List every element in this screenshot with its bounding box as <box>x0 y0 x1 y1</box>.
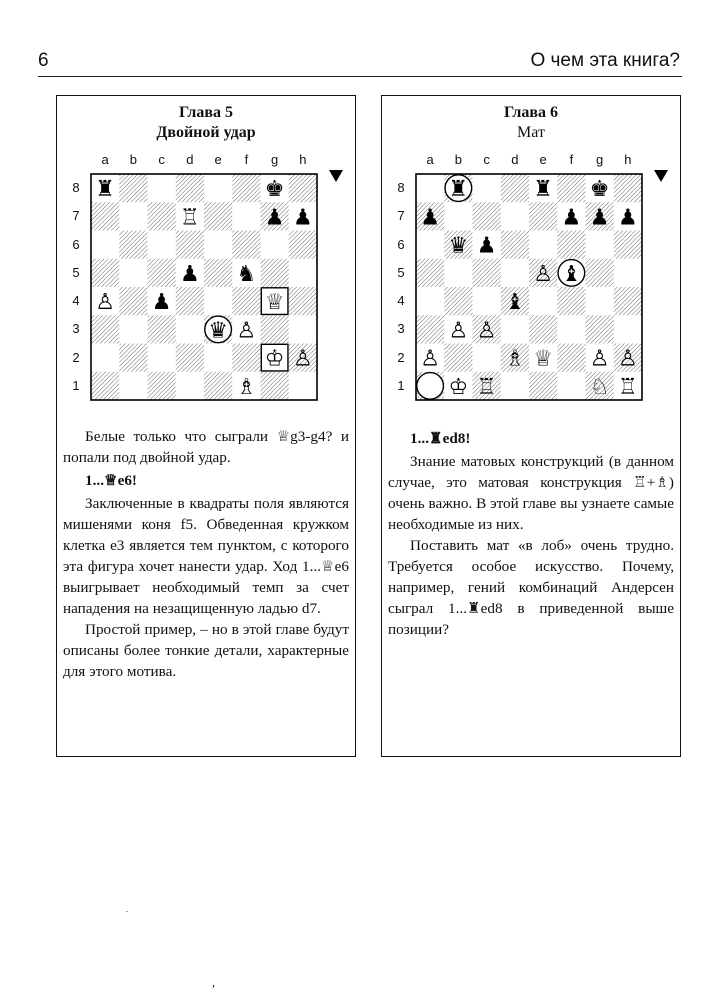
dark-square <box>204 259 232 287</box>
rank-label: 3 <box>72 321 80 337</box>
black-piece-f5: ♞ <box>236 261 257 287</box>
scan-speck: , <box>212 975 215 989</box>
white-piece-b1: ♔ <box>448 374 469 400</box>
dark-square <box>119 174 147 202</box>
rank-label: 2 <box>72 349 80 365</box>
move-notation: 1...♜ed8! <box>410 430 471 447</box>
dark-square <box>529 202 557 230</box>
paragraph: Поставить мат «в лоб» очень трудно. Требуется особое искусство. Почему, например, гений комбинаций Андерсен сыграл 1...♜ed8 в приведенной выше позиции? <box>388 537 674 638</box>
file-label: g <box>596 152 604 167</box>
rank-labels <box>392 174 410 400</box>
dark-square <box>176 174 204 202</box>
white-piece-g4: ♕ <box>264 290 285 316</box>
file-label: d <box>186 152 194 167</box>
dark-square <box>261 259 289 287</box>
chapter-title: Глава 5 <box>179 104 233 121</box>
dark-square <box>416 259 444 287</box>
file-labels <box>91 152 317 170</box>
file-label: a <box>101 152 109 167</box>
dark-square <box>557 231 585 259</box>
dark-square <box>148 259 176 287</box>
paragraph: Заключенные в квадраты поля являются мишенями коня f5. Обведенная кружком клетка e3 является тем пунктом, с которого эта фигура хочет нанести удар. Ход 1...♕e6 выигрывает необходимый темп за счет нападения на незащищенную ладью d7. <box>63 495 349 617</box>
rank-label: 1 <box>397 377 405 393</box>
chapter-6-panel <box>381 95 681 757</box>
dark-square <box>91 202 119 230</box>
paragraph: Знание матовых конструкций (в данном случае, это матовая конструкция ♖+♗) очень важно. В этой главе вы узнаете самые необходимые из них. <box>388 453 674 533</box>
white-piece-g1: ♘ <box>589 374 610 400</box>
rank-label: 7 <box>397 208 405 224</box>
rank-label: 6 <box>397 236 405 252</box>
file-label: e <box>214 152 222 167</box>
rank-label: 4 <box>397 293 405 308</box>
dark-square <box>473 202 501 230</box>
dark-square <box>289 174 317 202</box>
file-label: h <box>624 152 632 167</box>
dark-square <box>529 372 557 400</box>
black-piece-g7: ♟ <box>589 205 610 231</box>
black-piece-a8: ♜ <box>95 177 115 203</box>
white-piece-h2: ♙ <box>293 346 313 372</box>
paragraph: Простой пример, – но в этой главе будут описаны более тонкие детали, характерные для этого мотива. <box>63 621 349 680</box>
file-label: c <box>158 152 165 167</box>
file-label: g <box>271 152 279 167</box>
rank-labels <box>67 174 85 400</box>
chapter-title: Глава 6 <box>504 104 558 121</box>
white-piece-h2: ♙ <box>618 346 638 372</box>
dark-square <box>148 372 176 400</box>
dark-square <box>557 174 585 202</box>
white-piece-d7: ♖ <box>180 205 200 231</box>
dark-square <box>176 287 204 315</box>
chapter-subtitle: Двойной удар <box>156 124 256 141</box>
scan-speck: . <box>126 905 128 914</box>
rank-label: 4 <box>72 293 80 308</box>
file-label: f <box>569 152 574 167</box>
file-label: h <box>299 152 307 167</box>
file-label: b <box>454 152 462 167</box>
dark-square <box>501 174 529 202</box>
chapter-subtitle: Мат <box>517 124 545 141</box>
black-piece-h7: ♟ <box>293 205 313 231</box>
white-piece-g2: ♔ <box>264 346 285 372</box>
running-title: О чем эта книга? <box>530 50 680 71</box>
black-piece-b6: ♛ <box>448 233 469 259</box>
white-piece-e2: ♕ <box>533 346 553 372</box>
dark-square <box>444 287 472 315</box>
chessboard <box>415 173 643 401</box>
white-piece-f1: ♗ <box>236 374 257 400</box>
black-piece-g8: ♚ <box>264 177 285 203</box>
dark-square <box>501 231 529 259</box>
black-piece-h7: ♟ <box>618 205 638 231</box>
rank-label: 3 <box>397 321 405 337</box>
black-piece-e3: ♛ <box>208 318 228 344</box>
move-notation: 1...♕e6! <box>85 472 137 489</box>
rank-label: 7 <box>72 208 80 224</box>
black-piece-g7: ♟ <box>264 205 285 231</box>
dark-square <box>232 174 260 202</box>
header-rule <box>38 76 682 77</box>
rank-label: 2 <box>397 349 405 365</box>
white-piece-d2: ♗ <box>505 346 525 372</box>
rank-label: 1 <box>72 377 80 393</box>
dark-square <box>119 287 147 315</box>
black-piece-d4: ♝ <box>505 290 525 316</box>
white-piece-c1: ♖ <box>476 374 497 400</box>
white-piece-f3: ♙ <box>236 318 257 344</box>
dark-square <box>204 202 232 230</box>
file-label: f <box>244 152 249 167</box>
dark-square <box>586 315 614 343</box>
chapter-text <box>63 426 349 682</box>
dark-square <box>176 344 204 372</box>
rank-label: 5 <box>397 264 405 280</box>
page-number: 6 <box>38 50 49 71</box>
dark-square <box>416 315 444 343</box>
dark-square <box>261 315 289 343</box>
white-piece-c3: ♙ <box>476 318 497 344</box>
white-piece-e5: ♙ <box>533 261 553 287</box>
dark-square <box>289 231 317 259</box>
rank-label: 6 <box>72 236 80 252</box>
rank-label: 8 <box>72 180 80 195</box>
chapter-5-panel <box>56 95 356 757</box>
file-label: b <box>129 152 137 167</box>
dark-square <box>614 231 642 259</box>
white-piece-b3: ♙ <box>448 318 469 344</box>
rank-label: 5 <box>72 264 80 280</box>
file-label: a <box>426 152 434 167</box>
dark-square <box>289 287 317 315</box>
black-piece-g8: ♚ <box>589 177 610 203</box>
black-to-move-indicator <box>654 170 668 182</box>
dark-square <box>444 344 472 372</box>
rank-label: 8 <box>397 180 405 195</box>
black-piece-e8: ♜ <box>533 177 553 203</box>
dark-square <box>529 315 557 343</box>
dark-square <box>614 174 642 202</box>
chessboard <box>90 173 318 401</box>
file-label: d <box>511 152 519 167</box>
dark-square <box>204 372 232 400</box>
dark-square <box>232 287 260 315</box>
dark-square <box>148 202 176 230</box>
file-labels <box>416 152 642 170</box>
black-to-move-indicator <box>329 170 343 182</box>
black-piece-a7: ♟ <box>420 205 440 231</box>
white-piece-a4: ♙ <box>95 290 115 316</box>
white-piece-g2: ♙ <box>589 346 610 372</box>
dark-square <box>586 259 614 287</box>
dark-square <box>557 344 585 372</box>
black-piece-d5: ♟ <box>180 261 200 287</box>
black-piece-c4: ♟ <box>151 290 172 316</box>
dark-square <box>91 315 119 343</box>
chapter-text <box>388 426 674 640</box>
paragraph: Белые только что сыграли ♕g3-g4? и попали под двойной удар. <box>63 428 349 466</box>
dark-square <box>261 372 289 400</box>
dark-square <box>232 344 260 372</box>
dark-square <box>557 287 585 315</box>
highlight-circle <box>417 373 444 400</box>
dark-square <box>232 231 260 259</box>
dark-square <box>91 259 119 287</box>
black-piece-f5: ♝ <box>561 261 582 287</box>
dark-square <box>614 287 642 315</box>
dark-square <box>91 372 119 400</box>
dark-square <box>176 231 204 259</box>
dark-square <box>473 259 501 287</box>
black-piece-c6: ♟ <box>476 233 497 259</box>
dark-square <box>148 315 176 343</box>
file-label: c <box>483 152 490 167</box>
dark-square <box>119 344 147 372</box>
white-piece-a2: ♙ <box>420 346 440 372</box>
dark-square <box>119 231 147 259</box>
black-piece-f7: ♟ <box>561 205 582 231</box>
white-piece-h1: ♖ <box>618 374 638 400</box>
file-label: e <box>539 152 547 167</box>
black-piece-b8: ♜ <box>448 177 469 203</box>
